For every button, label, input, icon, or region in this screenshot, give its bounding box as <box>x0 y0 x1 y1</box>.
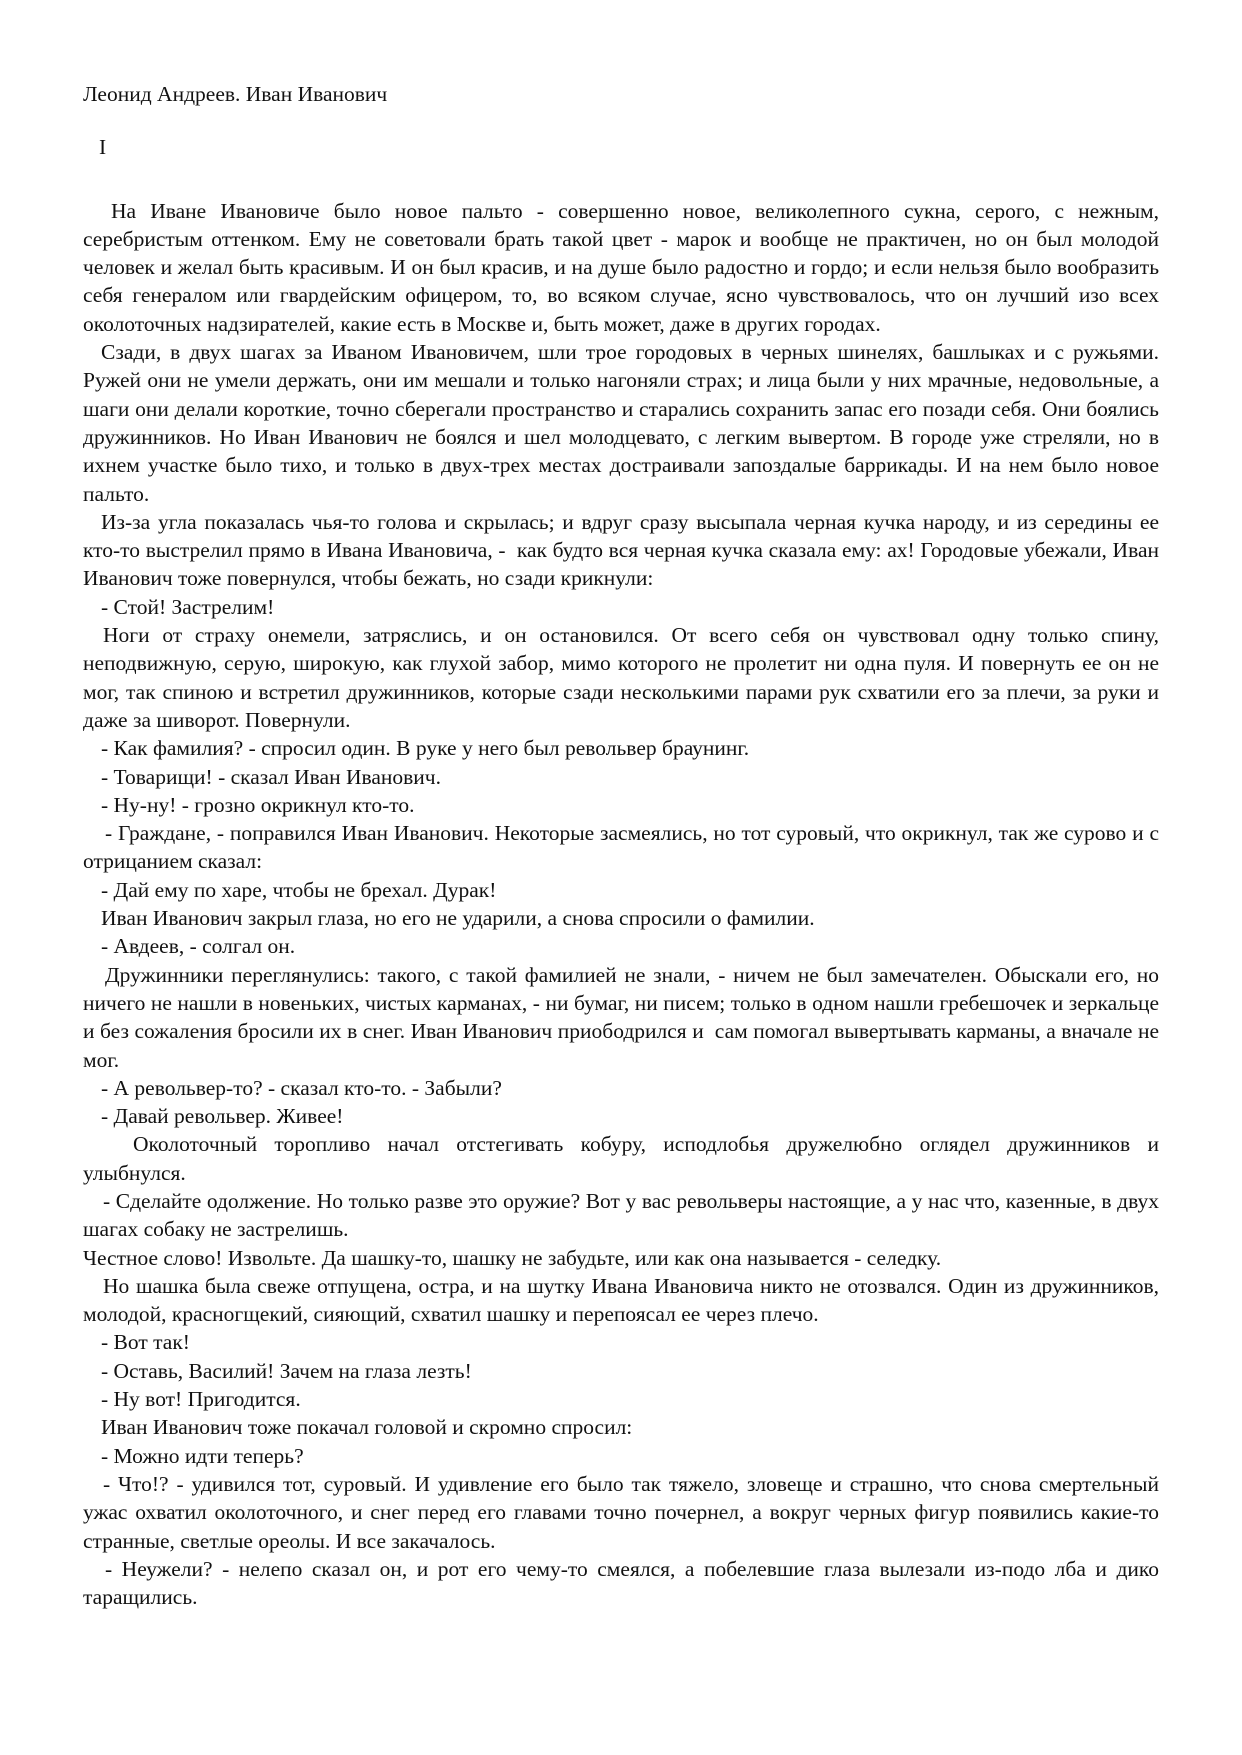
dialogue-line: - Можно идти теперь? <box>101 1443 304 1468</box>
dialogue-line: - Давай револьвер. Живее! <box>101 1104 344 1129</box>
paragraph: На Иване Ивановиче было новое пальто - совершенно новое, великолепного сукна, серого, с нежным, серебристым оттенком. Ему не советовали брать такой цвет - марок и вообще не практичен, но он был молодой человек и желал быть красивым. И он был красив, и на душе было радостно и гордо; и если нельзя было вообразить себя генералом или гвардейским офицером, то, во всяком случае, ясно чувствовалось, что он лучший изо всех околоточных надзирателей, какие есть в Москве и, быть может, даже в других городах. <box>83 198 1165 336</box>
dialogue-line: - Ну вот! Пригодится. <box>101 1387 301 1412</box>
paragraph: Околоточный торопливо начал отстегивать кобуру, исподлобья дружелюбно оглядел дружинников и улыбнулся. <box>83 1132 1165 1185</box>
dialogue-line: - А револьвер-то? - сказал кто-то. - Забыли? <box>101 1075 502 1100</box>
chapter-number: I <box>99 135 107 160</box>
dialogue-line: - Стой! Застрелим! <box>101 594 275 619</box>
dialogue-line: - Ну-ну! - грозно окрикнул кто-то. <box>101 792 415 817</box>
paragraph: - Граждане, - поправился Иван Иванович. Некоторые засмеялись, но тот суровый, что окрикнул, так же сурово и с отрицанием сказал: <box>83 821 1165 874</box>
paragraph: Сзади, в двух шагах за Иваном Ивановичем, шли трое городовых в черных шинелях, башлыках и с ружьями. Ружей они не умели держать, они им мешали и только нагоняли страх; и лица были у них мрачные, недовольные, а шаги они делали короткие, точно сберегали пространство и старались сохранить запас его позади себя. Они боялись дружинников. Но Иван Иванович не боялся и шел молодцевато, с легким вывертом. В городе уже стреляли, но в ихнем участке было тихо, и только в двух-трех местах достраивали запоздалые баррикады. И на нем было новое пальто. <box>83 340 1186 506</box>
continuation-line: Честное слово! Извольте. Да шашку-то, шашку не забудьте, или как она называется - селедку. <box>83 1245 942 1270</box>
dialogue-line: - Оставь, Василий! Зачем на глаза лезть! <box>101 1358 472 1383</box>
dialogue-line: - Как фамилия? - спросил один. В руке у него был револьвер браунинг. <box>101 736 750 761</box>
paragraph: - Что!? - удивился тот, суровый. И удивление его было так тяжело, зловеще и страшно, что снова смертельный ужас охватил околоточного, и снег перед его главами точно почернел, а вокруг черных фигур появились какие-то странные, светлые ореолы. И все закачалось. <box>83 1471 1165 1553</box>
paragraph: - Неужели? - нелепо сказал он, и рот его чему-то смеялся, а побелевшие глаза вылезали из-подо лба и дико таращились. <box>83 1556 1165 1610</box>
document-title: Леонид Андреев. Иван Иванович <box>83 82 388 106</box>
dialogue-line: - Товарищи! - сказал Иван Иванович. <box>101 764 441 789</box>
paragraph: Дружинники переглянулись: такого, с такой фамилией не знали, - ничем не был замечателен. Обыскали его, но ничего не нашли в новеньких, чистых карманах, - ни бумаг, ни писем; только в одном нашли гребешочек и зеркальце и без сожаления бросили их в снег. Иван Иванович приободрился и сам помогал вывертывать карманы, а вначале не мог. <box>83 962 1165 1072</box>
paragraph: Ноги от страху онемели, затряслись, и он остановился. От всего себя он чувствовал одну только спину, неподвижную, серую, широкую, как глухой забор, мимо которого не пролетит ни одна пуля. И повернуть ее он не мог, так спиною и встретил дружинников, которые сзади несколькими парами рук схватили его за плечи, за руки и даже за шиворот. Повернули. <box>83 623 1165 732</box>
dialogue-line: - Авдеев, - солгал он. <box>101 934 296 959</box>
paragraph: Из-за угла показалась чья-то голова и скрылась; и вдруг сразу высыпала черная кучка народу, и из середины ее кто-то выстрелил прямо в Ивана Ивановича, - как будто вся черная кучка сказала ему: ах! Городовые убежали, Иван Иванович тоже повернулся, чтобы бежать, но сзади крикнули: <box>83 509 1165 591</box>
paragraph: Но шашка была свеже отпущена, остра, и на шутку Ивана Ивановича никто не отозвался. Один из дружинников, молодой, красногщекий, сияющий, схватил шашку и перепоясал ее через плечо. <box>83 1273 1165 1327</box>
dialogue-line: - Вот так! <box>101 1330 190 1355</box>
dialogue-line: Иван Иванович закрыл глаза, но его не ударили, а снова спросили о фамилии. <box>101 906 815 931</box>
dialogue-line: - Дай ему по харе, чтобы не брехал. Дурак! <box>101 877 497 902</box>
paragraph: - Сделайте одолжение. Но только разве это оружие? Вот у вас револьверы настоящие, а у нас что, казенные, в двух шагах собаку не застрелишь. <box>83 1188 1165 1242</box>
dialogue-line: Иван Иванович тоже покачал головой и скромно спросил: <box>101 1415 633 1440</box>
document-body <box>83 197 1186 1612</box>
